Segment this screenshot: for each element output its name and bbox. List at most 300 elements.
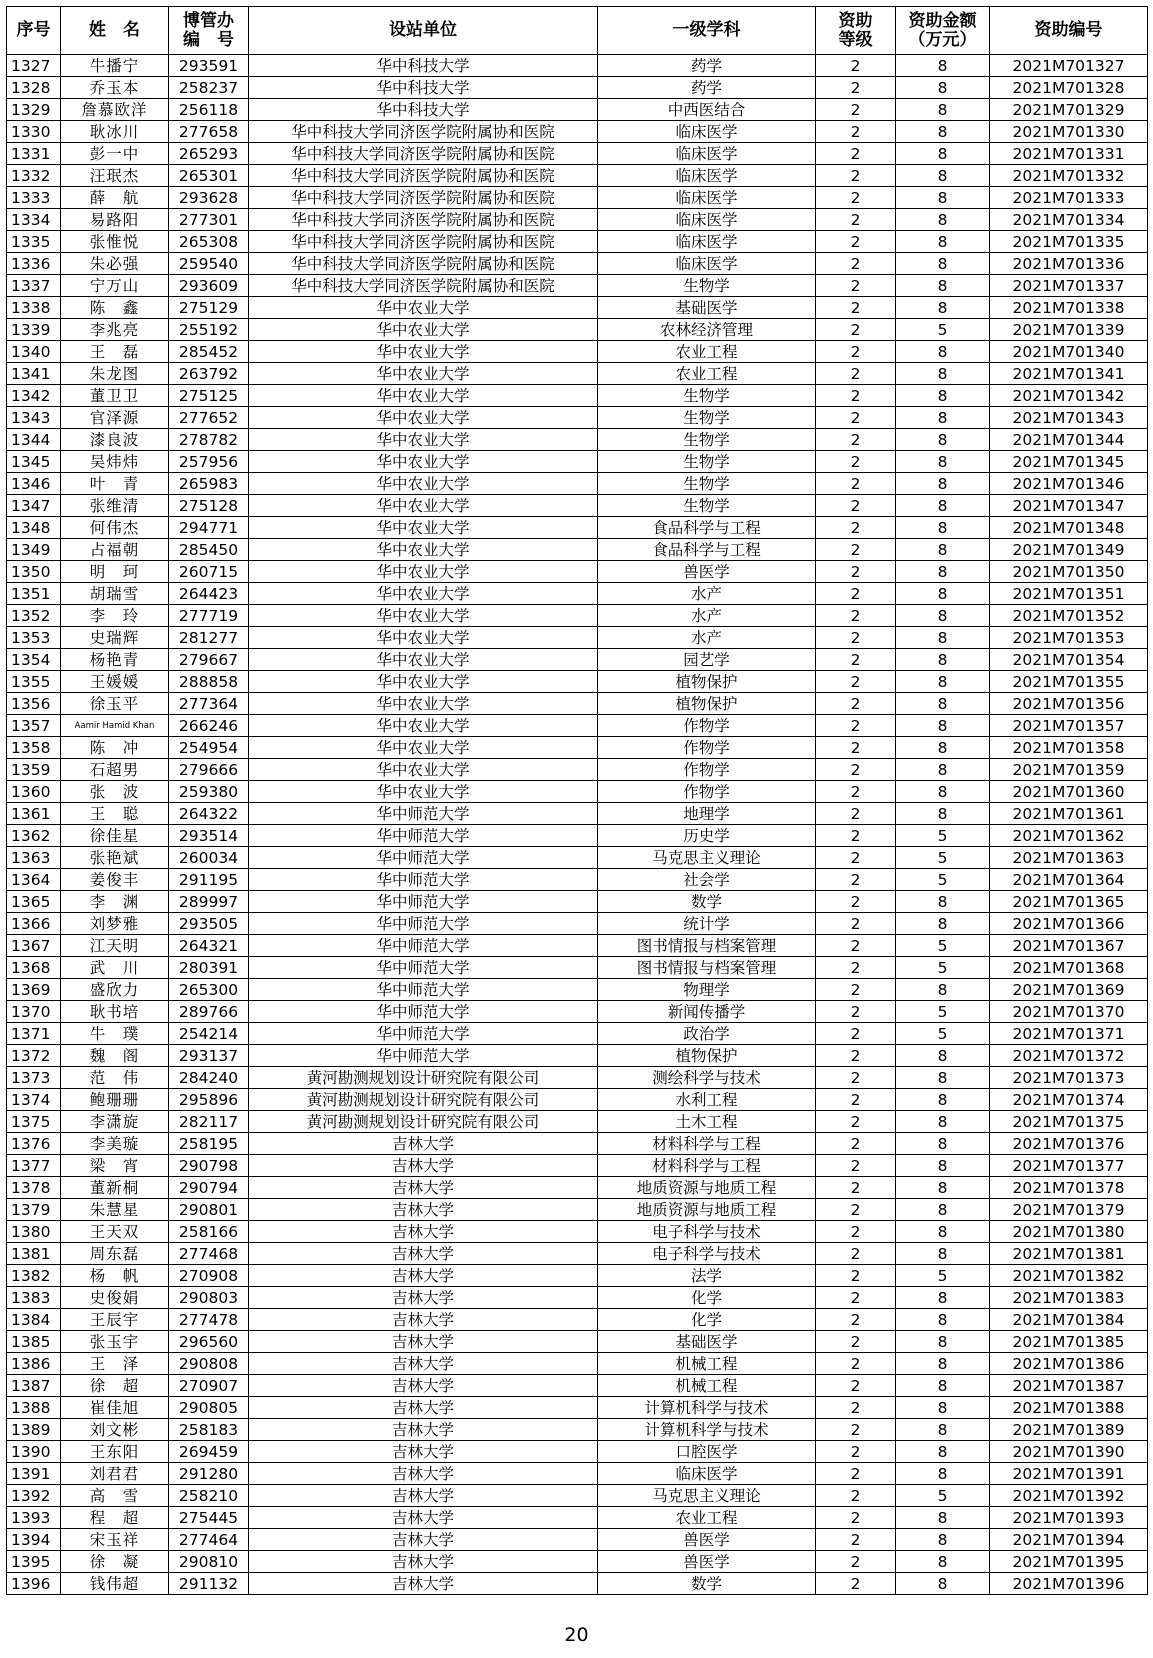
cell-name: 盛欣力: [61, 979, 169, 1001]
cell-amount: 8: [896, 187, 990, 209]
cell-name: 张艳斌: [61, 847, 169, 869]
table-row: [7, 429, 1148, 451]
cell-amount: 8: [896, 1287, 990, 1309]
table-row: [7, 1001, 1148, 1023]
cell-seq: 1395: [7, 1551, 61, 1573]
cell-seq: 1361: [7, 803, 61, 825]
cell-level: 2: [816, 1111, 896, 1133]
cell-bgb-no: 295896: [169, 1089, 249, 1111]
table-row: [7, 1243, 1148, 1265]
cell-unit: 华中师范大学: [249, 957, 598, 979]
cell-name: 史瑞辉: [61, 627, 169, 649]
cell-unit: 吉林大学: [249, 1331, 598, 1353]
cell-discipline: 口腔医学: [598, 1441, 816, 1463]
cell-name: 何伟杰: [61, 517, 169, 539]
cell-grant-no: 2021M701350: [990, 561, 1148, 583]
cell-name: 彭一中: [61, 143, 169, 165]
cell-amount: 8: [896, 1529, 990, 1551]
table-row: [7, 1177, 1148, 1199]
cell-amount: 5: [896, 869, 990, 891]
header-discipline: 一级学科: [598, 7, 816, 55]
cell-name: 李美璇: [61, 1133, 169, 1155]
cell-discipline: 生物学: [598, 495, 816, 517]
cell-grant-no: 2021M701355: [990, 671, 1148, 693]
funding-table: [6, 6, 1148, 1595]
cell-unit: 华中科技大学: [249, 99, 598, 121]
cell-discipline: 生物学: [598, 429, 816, 451]
cell-discipline: 化学: [598, 1287, 816, 1309]
cell-unit: 华中农业大学: [249, 517, 598, 539]
table-row: [7, 143, 1148, 165]
table-row: [7, 561, 1148, 583]
cell-bgb-no: 275128: [169, 495, 249, 517]
cell-amount: 5: [896, 1485, 990, 1507]
cell-bgb-no: 275125: [169, 385, 249, 407]
cell-name: 梁 宵: [61, 1155, 169, 1177]
header-level: [816, 7, 896, 55]
cell-unit: 华中农业大学: [249, 671, 598, 693]
cell-level: 2: [816, 847, 896, 869]
cell-unit: 吉林大学: [249, 1243, 598, 1265]
cell-discipline: 机械工程: [598, 1375, 816, 1397]
cell-bgb-no: 293514: [169, 825, 249, 847]
table-row: [7, 1111, 1148, 1133]
cell-grant-no: 2021M701333: [990, 187, 1148, 209]
cell-discipline: 地质资源与地质工程: [598, 1199, 816, 1221]
cell-unit: 吉林大学: [249, 1529, 598, 1551]
cell-grant-no: 2021M701374: [990, 1089, 1148, 1111]
cell-level: 2: [816, 1243, 896, 1265]
table-row: [7, 385, 1148, 407]
cell-bgb-no: 254214: [169, 1023, 249, 1045]
table-row: [7, 1441, 1148, 1463]
cell-discipline: 物理学: [598, 979, 816, 1001]
table-row: [7, 935, 1148, 957]
cell-grant-no: 2021M701334: [990, 209, 1148, 231]
cell-name: 占福朝: [61, 539, 169, 561]
cell-seq: 1369: [7, 979, 61, 1001]
cell-level: 2: [816, 1331, 896, 1353]
cell-seq: 1357: [7, 715, 61, 737]
cell-amount: 8: [896, 429, 990, 451]
cell-grant-no: 2021M701362: [990, 825, 1148, 847]
cell-level: 2: [816, 891, 896, 913]
table-row: [7, 1199, 1148, 1221]
cell-grant-no: 2021M701379: [990, 1199, 1148, 1221]
cell-grant-no: 2021M701380: [990, 1221, 1148, 1243]
table-row: [7, 1287, 1148, 1309]
cell-amount: 8: [896, 1199, 990, 1221]
table-row: [7, 847, 1148, 869]
cell-amount: 8: [896, 671, 990, 693]
cell-unit: 华中农业大学: [249, 385, 598, 407]
table-row: [7, 297, 1148, 319]
cell-discipline: 马克思主义理论: [598, 1485, 816, 1507]
cell-discipline: 兽医学: [598, 561, 816, 583]
cell-discipline: 统计学: [598, 913, 816, 935]
table-row: [7, 1529, 1148, 1551]
cell-unit: 华中科技大学同济医学院附属协和医院: [249, 275, 598, 297]
cell-name: 牛播宁: [61, 55, 169, 77]
cell-level: 2: [816, 341, 896, 363]
cell-unit: 华中农业大学: [249, 737, 598, 759]
cell-level: 2: [816, 1375, 896, 1397]
cell-bgb-no: 289766: [169, 1001, 249, 1023]
cell-bgb-no: 291280: [169, 1463, 249, 1485]
cell-amount: 8: [896, 363, 990, 385]
cell-discipline: 马克思主义理论: [598, 847, 816, 869]
cell-level: 2: [816, 561, 896, 583]
cell-amount: 5: [896, 319, 990, 341]
cell-bgb-no: 265983: [169, 473, 249, 495]
cell-level: 2: [816, 275, 896, 297]
cell-level: 2: [816, 979, 896, 1001]
cell-discipline: 机械工程: [598, 1353, 816, 1375]
table-header: [7, 7, 1148, 55]
cell-level: 2: [816, 1265, 896, 1287]
cell-seq: 1396: [7, 1573, 61, 1595]
cell-seq: 1347: [7, 495, 61, 517]
cell-grant-no: 2021M701360: [990, 781, 1148, 803]
cell-level: 2: [816, 759, 896, 781]
cell-discipline: 园艺学: [598, 649, 816, 671]
cell-grant-no: 2021M701375: [990, 1111, 1148, 1133]
cell-discipline: 食品科学与工程: [598, 517, 816, 539]
cell-amount: 8: [896, 1419, 990, 1441]
cell-bgb-no: 293137: [169, 1045, 249, 1067]
cell-level: 2: [816, 1045, 896, 1067]
cell-discipline: 电子科学与技术: [598, 1221, 816, 1243]
cell-discipline: 计算机科学与技术: [598, 1397, 816, 1419]
cell-unit: 华中师范大学: [249, 847, 598, 869]
cell-unit: 华中农业大学: [249, 451, 598, 473]
cell-discipline: 植物保护: [598, 1045, 816, 1067]
cell-discipline: 农林经济管理: [598, 319, 816, 341]
table-row: [7, 759, 1148, 781]
cell-bgb-no: 280391: [169, 957, 249, 979]
cell-amount: 5: [896, 1265, 990, 1287]
cell-level: 2: [816, 55, 896, 77]
cell-grant-no: 2021M701351: [990, 583, 1148, 605]
cell-level: 2: [816, 1419, 896, 1441]
table-row: [7, 99, 1148, 121]
cell-seq: 1355: [7, 671, 61, 693]
table-row: [7, 1375, 1148, 1397]
cell-discipline: 数学: [598, 1573, 816, 1595]
cell-unit: 华中农业大学: [249, 583, 598, 605]
cell-seq: 1382: [7, 1265, 61, 1287]
cell-amount: 8: [896, 1331, 990, 1353]
cell-unit: 吉林大学: [249, 1375, 598, 1397]
cell-discipline: 临床医学: [598, 231, 816, 253]
cell-discipline: 地质资源与地质工程: [598, 1177, 816, 1199]
cell-name: 宋玉祥: [61, 1529, 169, 1551]
cell-amount: 8: [896, 759, 990, 781]
cell-seq: 1352: [7, 605, 61, 627]
cell-amount: 8: [896, 1397, 990, 1419]
cell-level: 2: [816, 1441, 896, 1463]
cell-name: 杨 帆: [61, 1265, 169, 1287]
table-row: [7, 473, 1148, 495]
cell-bgb-no: 290805: [169, 1397, 249, 1419]
cell-bgb-no: 258210: [169, 1485, 249, 1507]
cell-bgb-no: 256118: [169, 99, 249, 121]
cell-grant-no: 2021M701387: [990, 1375, 1148, 1397]
cell-seq: 1380: [7, 1221, 61, 1243]
cell-bgb-no: 258195: [169, 1133, 249, 1155]
cell-seq: 1335: [7, 231, 61, 253]
cell-seq: 1349: [7, 539, 61, 561]
cell-name: 张 波: [61, 781, 169, 803]
cell-bgb-no: 265308: [169, 231, 249, 253]
cell-unit: 华中农业大学: [249, 341, 598, 363]
cell-discipline: 生物学: [598, 473, 816, 495]
cell-bgb-no: 258183: [169, 1419, 249, 1441]
cell-discipline: 作物学: [598, 759, 816, 781]
table-row: [7, 1353, 1148, 1375]
table-row: [7, 121, 1148, 143]
cell-amount: 8: [896, 1507, 990, 1529]
cell-level: 2: [816, 121, 896, 143]
table-row: [7, 363, 1148, 385]
cell-unit: 华中科技大学同济医学院附属协和医院: [249, 253, 598, 275]
cell-amount: 8: [896, 297, 990, 319]
cell-seq: 1376: [7, 1133, 61, 1155]
cell-amount: 8: [896, 209, 990, 231]
cell-bgb-no: 291195: [169, 869, 249, 891]
cell-name: 王 磊: [61, 341, 169, 363]
cell-grant-no: 2021M701382: [990, 1265, 1148, 1287]
cell-level: 2: [816, 1067, 896, 1089]
cell-name: 王东阳: [61, 1441, 169, 1463]
cell-grant-no: 2021M701393: [990, 1507, 1148, 1529]
cell-seq: 1362: [7, 825, 61, 847]
cell-level: 2: [816, 1397, 896, 1419]
cell-seq: 1351: [7, 583, 61, 605]
cell-grant-no: 2021M701359: [990, 759, 1148, 781]
cell-grant-no: 2021M701365: [990, 891, 1148, 913]
cell-grant-no: 2021M701344: [990, 429, 1148, 451]
cell-seq: 1375: [7, 1111, 61, 1133]
cell-bgb-no: 258166: [169, 1221, 249, 1243]
cell-grant-no: 2021M701391: [990, 1463, 1148, 1485]
table-row: [7, 1551, 1148, 1573]
cell-seq: 1365: [7, 891, 61, 913]
cell-amount: 5: [896, 1023, 990, 1045]
cell-name: 张惟悦: [61, 231, 169, 253]
cell-unit: 华中农业大学: [249, 561, 598, 583]
cell-name: 武 川: [61, 957, 169, 979]
cell-amount: 8: [896, 1309, 990, 1331]
table-row: [7, 605, 1148, 627]
cell-unit: 吉林大学: [249, 1507, 598, 1529]
cell-name: 耿冰川: [61, 121, 169, 143]
cell-bgb-no: 266246: [169, 715, 249, 737]
cell-level: 2: [816, 209, 896, 231]
cell-discipline: 法学: [598, 1265, 816, 1287]
header-name: 姓 名: [61, 7, 169, 55]
cell-discipline: 兽医学: [598, 1529, 816, 1551]
cell-unit: 华中科技大学同济医学院附属协和医院: [249, 121, 598, 143]
table-row: [7, 1089, 1148, 1111]
cell-grant-no: 2021M701367: [990, 935, 1148, 957]
cell-discipline: 水产: [598, 627, 816, 649]
table-row: [7, 1155, 1148, 1177]
cell-name: 王 聪: [61, 803, 169, 825]
cell-seq: 1360: [7, 781, 61, 803]
cell-level: 2: [816, 1309, 896, 1331]
cell-level: 2: [816, 187, 896, 209]
cell-amount: 8: [896, 275, 990, 297]
table-row: [7, 627, 1148, 649]
cell-level: 2: [816, 165, 896, 187]
table-row: [7, 825, 1148, 847]
cell-unit: 吉林大学: [249, 1309, 598, 1331]
cell-seq: 1332: [7, 165, 61, 187]
cell-unit: 华中农业大学: [249, 319, 598, 341]
cell-amount: 8: [896, 341, 990, 363]
cell-grant-no: 2021M701339: [990, 319, 1148, 341]
header-grant-no: 资助编号: [990, 7, 1148, 55]
cell-level: 2: [816, 1177, 896, 1199]
cell-name: 乔玉本: [61, 77, 169, 99]
cell-grant-no: 2021M701366: [990, 913, 1148, 935]
cell-level: 2: [816, 429, 896, 451]
cell-unit: 黄河勘测规划设计研究院有限公司: [249, 1111, 598, 1133]
cell-unit: 华中师范大学: [249, 1001, 598, 1023]
cell-name: 陈 冲: [61, 737, 169, 759]
cell-grant-no: 2021M701361: [990, 803, 1148, 825]
cell-bgb-no: 290810: [169, 1551, 249, 1573]
cell-unit: 华中师范大学: [249, 803, 598, 825]
cell-bgb-no: 290801: [169, 1199, 249, 1221]
cell-discipline: 土木工程: [598, 1111, 816, 1133]
cell-seq: 1353: [7, 627, 61, 649]
cell-name: 杨艳青: [61, 649, 169, 671]
cell-seq: 1390: [7, 1441, 61, 1463]
cell-seq: 1372: [7, 1045, 61, 1067]
cell-name: 刘文彬: [61, 1419, 169, 1441]
cell-amount: 8: [896, 583, 990, 605]
cell-discipline: 生物学: [598, 385, 816, 407]
cell-seq: 1341: [7, 363, 61, 385]
cell-unit: 吉林大学: [249, 1155, 598, 1177]
cell-discipline: 作物学: [598, 737, 816, 759]
cell-unit: 华中师范大学: [249, 1045, 598, 1067]
cell-discipline: 临床医学: [598, 209, 816, 231]
cell-amount: 8: [896, 407, 990, 429]
cell-seq: 1339: [7, 319, 61, 341]
cell-grant-no: 2021M701349: [990, 539, 1148, 561]
cell-level: 2: [816, 671, 896, 693]
cell-level: 2: [816, 407, 896, 429]
cell-unit: 华中师范大学: [249, 825, 598, 847]
table-row: [7, 781, 1148, 803]
cell-bgb-no: 288858: [169, 671, 249, 693]
cell-amount: 8: [896, 1177, 990, 1199]
cell-grant-no: 2021M701385: [990, 1331, 1148, 1353]
cell-seq: 1359: [7, 759, 61, 781]
cell-discipline: 地理学: [598, 803, 816, 825]
cell-unit: 吉林大学: [249, 1353, 598, 1375]
cell-unit: 华中农业大学: [249, 495, 598, 517]
cell-bgb-no: 279666: [169, 759, 249, 781]
cell-amount: 5: [896, 1001, 990, 1023]
cell-discipline: 化学: [598, 1309, 816, 1331]
table-row: [7, 517, 1148, 539]
table-row: [7, 55, 1148, 77]
cell-name: 范 伟: [61, 1067, 169, 1089]
cell-level: 2: [816, 385, 896, 407]
cell-grant-no: 2021M701328: [990, 77, 1148, 99]
cell-level: 2: [816, 1507, 896, 1529]
cell-unit: 华中科技大学同济医学院附属协和医院: [249, 143, 598, 165]
cell-bgb-no: 290798: [169, 1155, 249, 1177]
cell-seq: 1350: [7, 561, 61, 583]
cell-seq: 1345: [7, 451, 61, 473]
cell-name: Aamir Hamid Khan: [61, 715, 169, 737]
cell-amount: 8: [896, 473, 990, 495]
cell-amount: 8: [896, 99, 990, 121]
cell-bgb-no: 291132: [169, 1573, 249, 1595]
cell-name: 官泽源: [61, 407, 169, 429]
cell-name: 江天明: [61, 935, 169, 957]
table-row: [7, 693, 1148, 715]
cell-discipline: 生物学: [598, 275, 816, 297]
cell-level: 2: [816, 781, 896, 803]
cell-name: 张玉宇: [61, 1331, 169, 1353]
cell-level: 2: [816, 253, 896, 275]
cell-seq: 1389: [7, 1419, 61, 1441]
cell-unit: 华中科技大学同济医学院附属协和医院: [249, 231, 598, 253]
cell-grant-no: 2021M701352: [990, 605, 1148, 627]
cell-bgb-no: 259380: [169, 781, 249, 803]
cell-bgb-no: 255192: [169, 319, 249, 341]
cell-bgb-no: 257956: [169, 451, 249, 473]
cell-bgb-no: 290794: [169, 1177, 249, 1199]
cell-level: 2: [816, 1221, 896, 1243]
cell-unit: 吉林大学: [249, 1287, 598, 1309]
cell-discipline: 临床医学: [598, 143, 816, 165]
cell-grant-no: 2021M701368: [990, 957, 1148, 979]
cell-level: 2: [816, 1551, 896, 1573]
cell-bgb-no: 290803: [169, 1287, 249, 1309]
table-row: [7, 231, 1148, 253]
cell-seq: 1327: [7, 55, 61, 77]
cell-grant-no: 2021M701357: [990, 715, 1148, 737]
cell-grant-no: 2021M701370: [990, 1001, 1148, 1023]
cell-bgb-no: 263792: [169, 363, 249, 385]
cell-name: 薛 航: [61, 187, 169, 209]
cell-discipline: 临床医学: [598, 1463, 816, 1485]
cell-amount: 8: [896, 1089, 990, 1111]
cell-unit: 吉林大学: [249, 1265, 598, 1287]
cell-grant-no: 2021M701384: [990, 1309, 1148, 1331]
cell-amount: 8: [896, 495, 990, 517]
cell-seq: 1338: [7, 297, 61, 319]
cell-amount: 8: [896, 561, 990, 583]
cell-grant-no: 2021M701330: [990, 121, 1148, 143]
cell-bgb-no: 282117: [169, 1111, 249, 1133]
cell-name: 王辰宇: [61, 1309, 169, 1331]
cell-seq: 1391: [7, 1463, 61, 1485]
table-row: [7, 341, 1148, 363]
cell-unit: 华中农业大学: [249, 781, 598, 803]
table-row: [7, 1265, 1148, 1287]
cell-discipline: 临床医学: [598, 253, 816, 275]
cell-amount: 8: [896, 693, 990, 715]
cell-grant-no: 2021M701364: [990, 869, 1148, 891]
